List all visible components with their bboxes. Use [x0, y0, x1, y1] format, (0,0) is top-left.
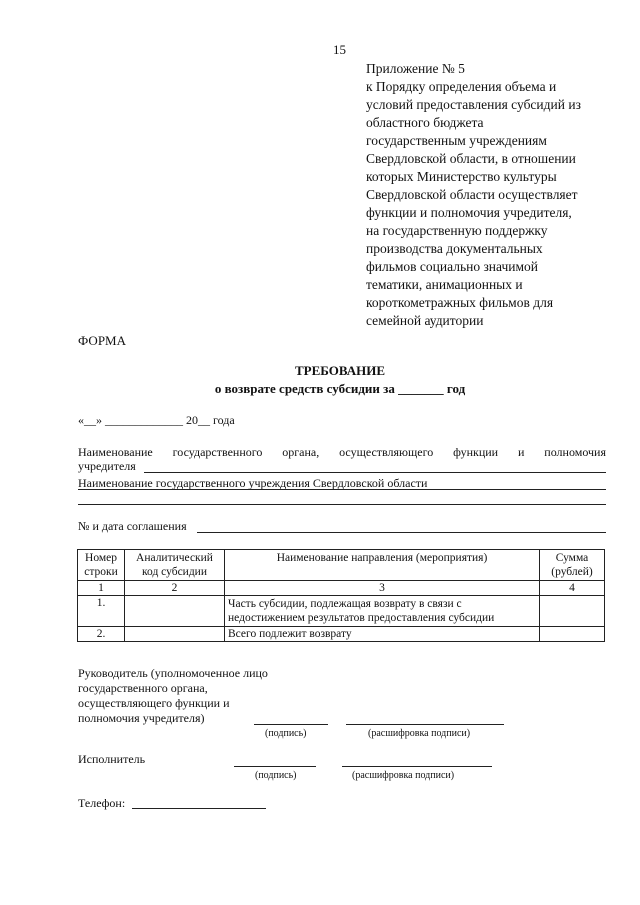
institution-name-underline [78, 489, 606, 490]
analytic-code-cell[interactable] [125, 627, 225, 642]
head-signature-field[interactable] [254, 724, 328, 725]
appendix-line: семейной аудитории [366, 313, 484, 328]
decode-caption: (расшифровка подписи) [368, 728, 471, 739]
organ-name-label-2: учредителя [78, 459, 136, 473]
head-decode-field[interactable] [346, 724, 504, 725]
appendix-line: условий предоставления субсидий из [366, 97, 581, 112]
head-label-line: осуществляющего функции и [78, 696, 230, 710]
appendix-line: областного бюджета [366, 115, 484, 130]
signature-caption: (подпись) [255, 770, 297, 781]
signature-caption: (подпись) [265, 728, 307, 739]
appendix-line: Свердловской области, в отношении [366, 151, 576, 166]
appendix-line: короткометражных фильмов для [366, 295, 554, 310]
phone-label: Телефон: [78, 796, 126, 810]
column-number: 2 [125, 581, 225, 596]
phone-field[interactable] [132, 808, 266, 809]
column-number: 1 [78, 581, 125, 596]
header-row-number: Номер строки [78, 550, 125, 581]
executor-label: Исполнитель [78, 752, 146, 766]
organ-name-field[interactable] [144, 472, 606, 473]
agreement-label: № и дата соглашения [78, 519, 187, 533]
document-title: ТРЕБОВАНИЕ [294, 363, 386, 378]
row-number-cell: 2. [78, 627, 125, 642]
organ-name-label: Наименование государственного органа, осуществляющего функции и полномочия [78, 445, 606, 459]
appendix-line: фильмов социально значимой [366, 259, 538, 274]
institution-name-label: Наименование государственного учреждения Свердловской области [78, 476, 428, 490]
row-number-cell: 1. [78, 596, 125, 627]
decode-caption: (расшифровка подписи) [352, 770, 455, 781]
sum-cell[interactable] [540, 596, 605, 627]
header-direction-name: Наименование направления (мероприятия) [225, 550, 540, 581]
appendix-line: к Порядку определения объема и [366, 79, 557, 94]
document-subtitle: о возврате средств субсидии за _______ год [214, 381, 466, 396]
table-header-row [78, 550, 605, 581]
executor-signature-field[interactable] [234, 766, 316, 767]
appendix-line: тематики, анимационных и [366, 277, 523, 292]
head-label-line: полномочия учредителя) [78, 711, 205, 725]
head-label-line: государственного органа, [78, 681, 208, 695]
appendix-line: производства документальных [366, 241, 543, 256]
direction-name-cell: Часть субсидии, подлежащая возврату в связи с недостижением результатов предоставления субсидии [225, 596, 540, 627]
table-row [78, 627, 605, 642]
page-number: 15 [333, 42, 346, 57]
analytic-code-cell[interactable] [125, 596, 225, 627]
appendix-line: которых Министерство культуры [366, 169, 557, 184]
sum-cell[interactable] [540, 627, 605, 642]
direction-name-cell: Всего подлежит возврату [225, 627, 540, 642]
head-label-line: Руководитель (уполномоченное лицо [78, 666, 268, 680]
column-number: 3 [225, 581, 540, 596]
appendix-line: государственным учреждениям [366, 133, 547, 148]
form-label: ФОРМА [78, 333, 126, 348]
date-line: «__» _____________ 20__ года [78, 413, 235, 427]
institution-name-field[interactable] [78, 504, 606, 505]
refund-table [77, 549, 605, 642]
table-column-numbers-row [78, 581, 605, 596]
appendix-line: Свердловской области осуществляет [366, 187, 578, 202]
appendix-line: функции и полномочия учредителя, [366, 205, 572, 220]
agreement-field[interactable] [197, 532, 606, 533]
header-sum: Сумма (рублей) [540, 550, 605, 581]
column-number: 4 [540, 581, 605, 596]
executor-decode-field[interactable] [342, 766, 492, 767]
header-analytic-code: Аналитический код субсидии [125, 550, 225, 581]
table-row [78, 596, 605, 627]
appendix-line: на государственную поддержку [366, 223, 548, 238]
appendix-line: Приложение № 5 [366, 61, 465, 76]
